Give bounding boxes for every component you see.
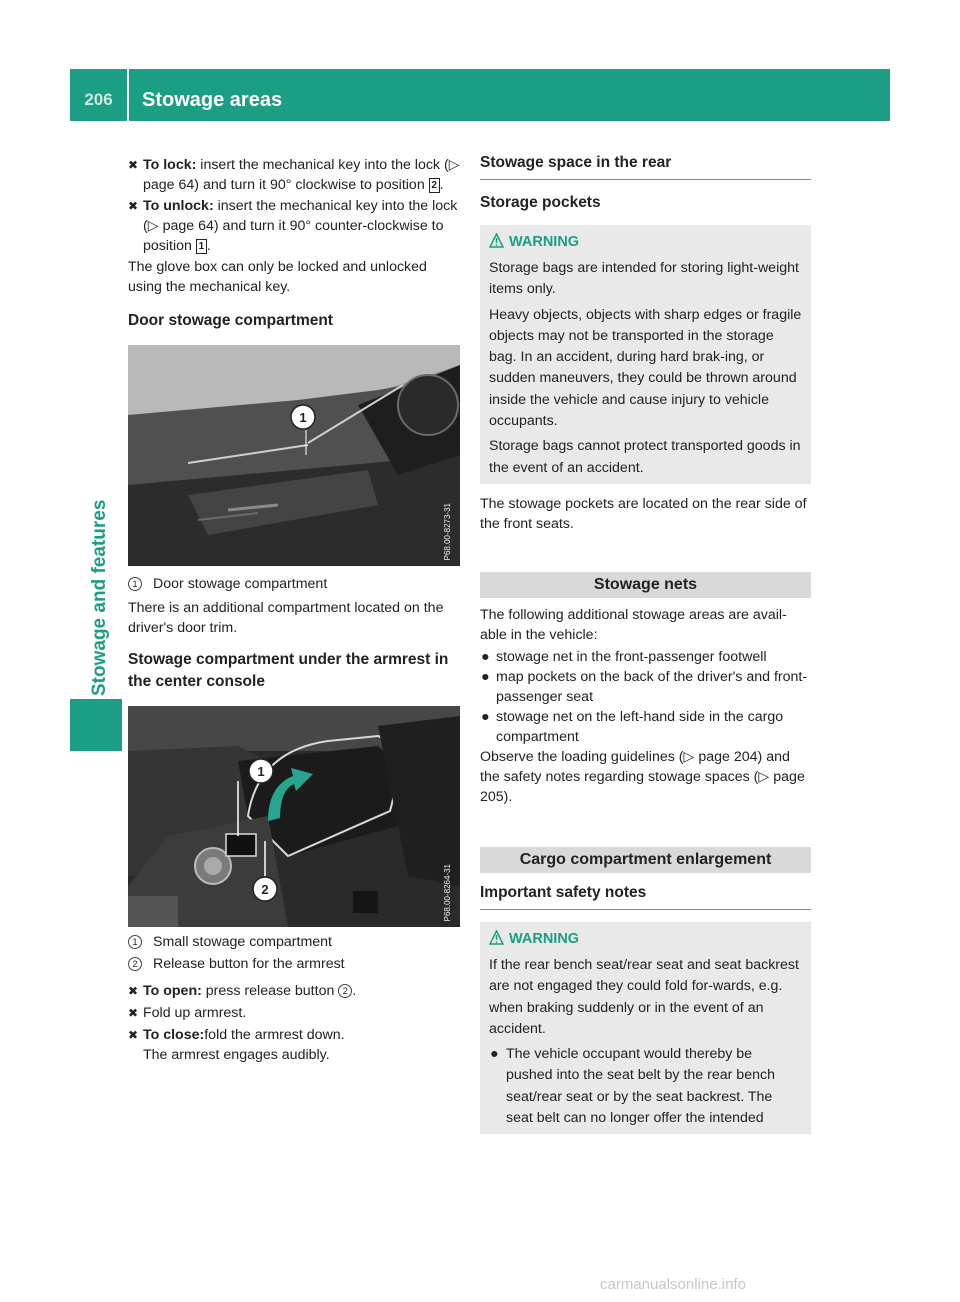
list-item: ● The vehicle occupant would thereby be pushed into the seat belt by the rear bench seat/rear seat or by the seat backrest. The seat belt can no longer offer the intended: [490, 1046, 775, 1127]
step-unlock: ✖ To unlock: insert the mechanical key into the lock (▷ page 64) and turn it 90° counter-clockwise to position 1 .: [128, 198, 458, 254]
glove-box-text: The glove box can only be locked and unlocked using the mechanical key.: [128, 259, 427, 295]
chapter-tab-marker: [70, 699, 122, 751]
nets-observe-text: Observe the loading guidelines (▷ page 204) and the safety notes regarding stowage spaces (▷ page 205).: [480, 748, 805, 805]
door-photo-graphic: [128, 345, 460, 566]
chapter-tab-label: Stowage and features: [89, 499, 110, 696]
step-open: ✖ To open: press release button 2 .: [128, 983, 357, 999]
warning-triangle-icon: [489, 233, 504, 248]
header-divider: [127, 69, 129, 121]
step-arrow-icon: ✖: [128, 984, 139, 998]
page-number: 206: [84, 90, 113, 109]
position-key-2: 2: [429, 178, 440, 193]
storage-pockets-heading: Storage pockets: [480, 194, 601, 211]
step-arrow-icon: ✖: [128, 1006, 139, 1020]
door-photo-code: P68.00-8273-31: [443, 502, 452, 560]
safety-notes-heading: Important safety notes: [480, 882, 811, 910]
armrest-photo-graphic: [128, 706, 460, 927]
page-ref-icon: ▷: [147, 218, 159, 234]
warning-title: WARNING: [509, 929, 802, 949]
warning-box-seat: WARNING If the rear bench seat/rear seat and seat backrest are not engaged they could fold for-wards, e.g. when braking suddenly or in the event of an accident. ● The vehicle occupant would thereby be pushed into the seat belt by the rear bench seat/rear seat or by the seat backrest. The seat belt can no longer offer the intended: [480, 922, 811, 1134]
step-arrow-icon: ✖: [128, 199, 139, 213]
warning-title: WARNING: [509, 232, 802, 252]
svg-text:1: 1: [299, 410, 307, 425]
page-ref-icon: ▷: [448, 157, 460, 173]
nets-intro: The following additional stowage areas are avail-able in the vehicle:: [480, 606, 787, 643]
cargo-enlargement-bar: Cargo compartment enlargement: [480, 847, 811, 873]
door-stowage-photo: [128, 345, 460, 566]
list-item: ● stowage net in the front-passenger footwell: [481, 648, 767, 665]
door-caption: 1 Door stowage compartment: [128, 574, 460, 594]
svg-text:2: 2: [261, 882, 269, 897]
step-arrow-icon: ✖: [128, 158, 139, 172]
section-title: Stowage areas: [142, 89, 283, 111]
door-stowage-text: There is an additional compartment located on the driver's door trim.: [128, 600, 444, 636]
list-item: ● map pockets on the back of the driver's and front-passenger seat: [481, 668, 808, 705]
rear-stowage-heading: Stowage space in the rear: [480, 152, 811, 180]
list-item: ● stowage net on the left-hand side in the cargo compartment: [481, 708, 784, 745]
armrest-photo-code: P68.00-8264-31: [443, 863, 452, 921]
armrest-caption-2: 2 Release button for the armrest: [128, 954, 460, 974]
stowage-nets-bar: Stowage nets: [480, 572, 811, 598]
warning-triangle-icon: [489, 930, 504, 945]
step-lock: ✖ To lock: insert the mechanical key into the lock (▷ page 64) and turn it 90° clockwise to position 2 .: [128, 157, 460, 193]
armrest-heading: Stowage compartment under the armrest in the center console: [128, 651, 449, 690]
armrest-photo: [128, 706, 460, 927]
watermark: carmanualsonline.info: [600, 1276, 746, 1293]
page-ref-icon: ▷: [758, 768, 770, 785]
armrest-caption-1: 1 Small stowage compartment: [128, 932, 460, 952]
position-key-1: 1: [196, 239, 207, 254]
right-column: [480, 152, 811, 1134]
step-arrow-icon: ✖: [128, 1028, 139, 1042]
page-ref-icon: ▷: [683, 748, 695, 765]
step-fold: ✖ Fold up armrest.: [128, 1005, 247, 1021]
door-stowage-heading: Door stowage compartment: [128, 312, 333, 329]
svg-text:1: 1: [257, 764, 265, 779]
step-close: ✖ To close:fold the armrest down. The armrest engages audibly.: [128, 1027, 345, 1063]
left-column: [128, 155, 460, 1065]
page-header: [70, 69, 890, 121]
pockets-text: The stowage pockets are located on the rear side of the front seats.: [480, 495, 807, 532]
warning-box-storage: WARNING Storage bags are intended for storing light-weight items only. Heavy objects, objects with sharp edges or fragile objects may not be transported in the storage bag. In an accident, during hard brak-ing, or sudden maneuvers, they could be thrown around inside the vehicle and cause injury to vehicle occupants. Storage bags cannot protect transported goods in the event of an accident.: [480, 225, 811, 484]
